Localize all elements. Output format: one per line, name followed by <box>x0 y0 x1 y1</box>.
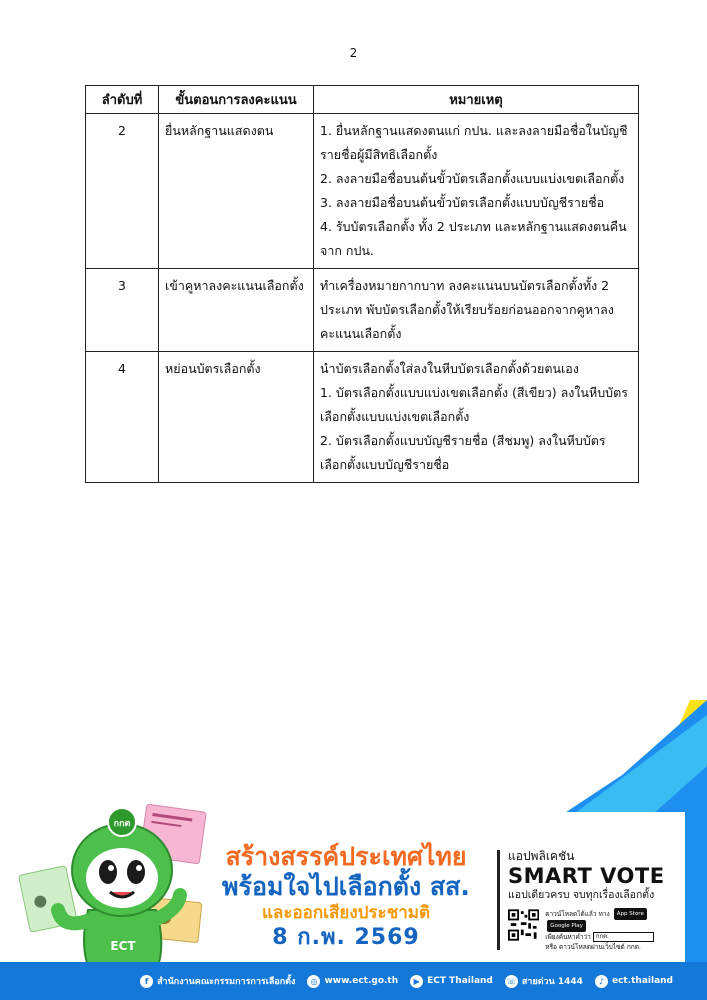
ect-mascot-icon <box>18 800 218 980</box>
mascot-chest-label: ECT <box>110 939 136 953</box>
table-row <box>86 269 639 352</box>
phone-icon: ☏ <box>506 976 517 986</box>
mascot-badge-text: กกต <box>113 819 131 829</box>
note-line: 2. ลงลายมือชื่อบนต้นขั้วบัตรเลือกตั้งแบบแบ่งเขตเลือกตั้ง <box>320 171 625 186</box>
headline-line-2: พร้อมใจไปเลือกตั้ง สส. <box>222 872 470 901</box>
web-download-text: หรือ ดาวน์โหลดผ่านเว็บไซต์ กกต. <box>545 943 641 951</box>
search-text: เพียงค้นหาคำว่า <box>545 933 591 941</box>
footer-hotline[interactable] <box>505 974 583 988</box>
headline-line-1: สร้างสรรค์ประเทศไทย <box>225 842 467 871</box>
search-keyword-box: กกต. <box>593 932 654 942</box>
row-step: หย่อนบัตรเลือกตั้ง <box>159 352 314 483</box>
banner-footer <box>0 962 707 1000</box>
footer-tiktok[interactable] <box>595 975 673 988</box>
note-line: ทำเครื่องหมายกากบาท ลงคะแนนบนบัตรเลือกตั้งทั้ง 2 ประเภท พับบัตรเลือกตั้งให้เรียบร้อยก่อนออกจากคูหาลงคะแนนเลือกตั้ง <box>320 278 614 341</box>
row-number: 3 <box>86 269 159 352</box>
app-title: SMART VOTE <box>508 864 665 888</box>
note-line: 4. รับบัตรเลือกตั้ง ทั้ง 2 ประเภท และหลักฐานแสดงตนคืนจาก กปน. <box>320 219 627 258</box>
footer-youtube[interactable] <box>410 975 493 988</box>
table-row <box>86 114 639 269</box>
banner-divider <box>497 850 500 950</box>
headline-line-3: และออกเสียงประชามติ <box>261 903 431 923</box>
table-row <box>86 352 639 483</box>
app-subtitle: แอปเดียวครบ จบทุกเรื่องเลือกตั้ง <box>508 889 655 901</box>
row-step: ยื่นหลักฐานแสดงตน <box>159 114 314 269</box>
footer-website-text: www.ect.go.th <box>324 976 399 986</box>
app-store-badge[interactable]: App Store <box>614 908 647 920</box>
row-number: 4 <box>86 352 159 483</box>
row-notes <box>314 352 639 483</box>
row-step: เข้าคูหาลงคะแนนเลือกตั้ง <box>159 269 314 352</box>
voting-steps-table <box>85 85 639 483</box>
download-info <box>545 908 678 952</box>
facebook-icon: f <box>140 975 153 988</box>
campaign-headline <box>196 842 496 952</box>
table-header-row <box>86 86 639 114</box>
search-line <box>545 932 678 942</box>
election-date: 8 ก.พ. 2569 <box>272 925 420 950</box>
download-row <box>508 908 678 952</box>
footer-tiktok-text: ect.thailand <box>611 976 673 986</box>
header-number: ลำดับที่ <box>86 86 159 114</box>
footer-org[interactable] <box>140 974 295 988</box>
google-play-badge[interactable]: Google Play <box>547 920 586 932</box>
note-line: 1. ยื่นหลักฐานแสดงตนแก่ กปน. และลงลายมือชื่อในบัญชีรายชื่อผู้มีสิทธิเลือกตั้ง <box>320 123 628 162</box>
row-notes <box>314 114 639 269</box>
header-step: ขั้นตอนการลงคะแนน <box>159 86 314 114</box>
note-line: นำบัตรเลือกตั้งใส่ลงในหีบบัตรเลือกตั้งด้วยตนเอง <box>320 361 579 376</box>
download-line <box>545 908 678 932</box>
footer-org-text: สำนักงานคณะกรรมการการเลือกตั้ง <box>157 977 296 987</box>
qr-code-icon <box>508 908 539 942</box>
youtube-icon: ▶ <box>410 975 423 988</box>
election-banner <box>0 700 707 1000</box>
footer-youtube-text: ECT Thailand <box>427 976 493 986</box>
download-text: ดาวน์โหลดได้แล้ว ทาง <box>545 910 610 918</box>
note-line: 2. บัตรเลือกตั้งแบบบัญชีรายชื่อ (สีชมพู) ลงในหีบบัตรเลือกตั้งแบบบัญชีรายชื่อ <box>320 433 606 472</box>
header-notes: หมายเหตุ <box>314 86 639 114</box>
row-number: 2 <box>86 114 159 269</box>
smart-vote-app-promo <box>508 848 678 952</box>
globe-icon: ◎ <box>307 975 320 988</box>
footer-website[interactable] <box>307 975 398 988</box>
tiktok-icon: ♪ <box>595 975 608 988</box>
note-line: 1. บัตรเลือกตั้งแบบแบ่งเขตเลือกตั้ง (สีเขียว) ลงในหีบบัตรเลือกตั้งแบบแบ่งเขตเลือกตั้ง <box>320 385 628 424</box>
row-notes <box>314 269 639 352</box>
note-line: 3. ลงลายมือชื่อบนต้นขั้วบัตรเลือกตั้งแบบบัญชีรายชื่อ <box>320 195 605 210</box>
footer-hotline-text: สายด่วน 1444 <box>521 977 583 987</box>
page-number: 2 <box>349 46 358 60</box>
app-label: แอปพลิเคชัน <box>508 849 575 863</box>
